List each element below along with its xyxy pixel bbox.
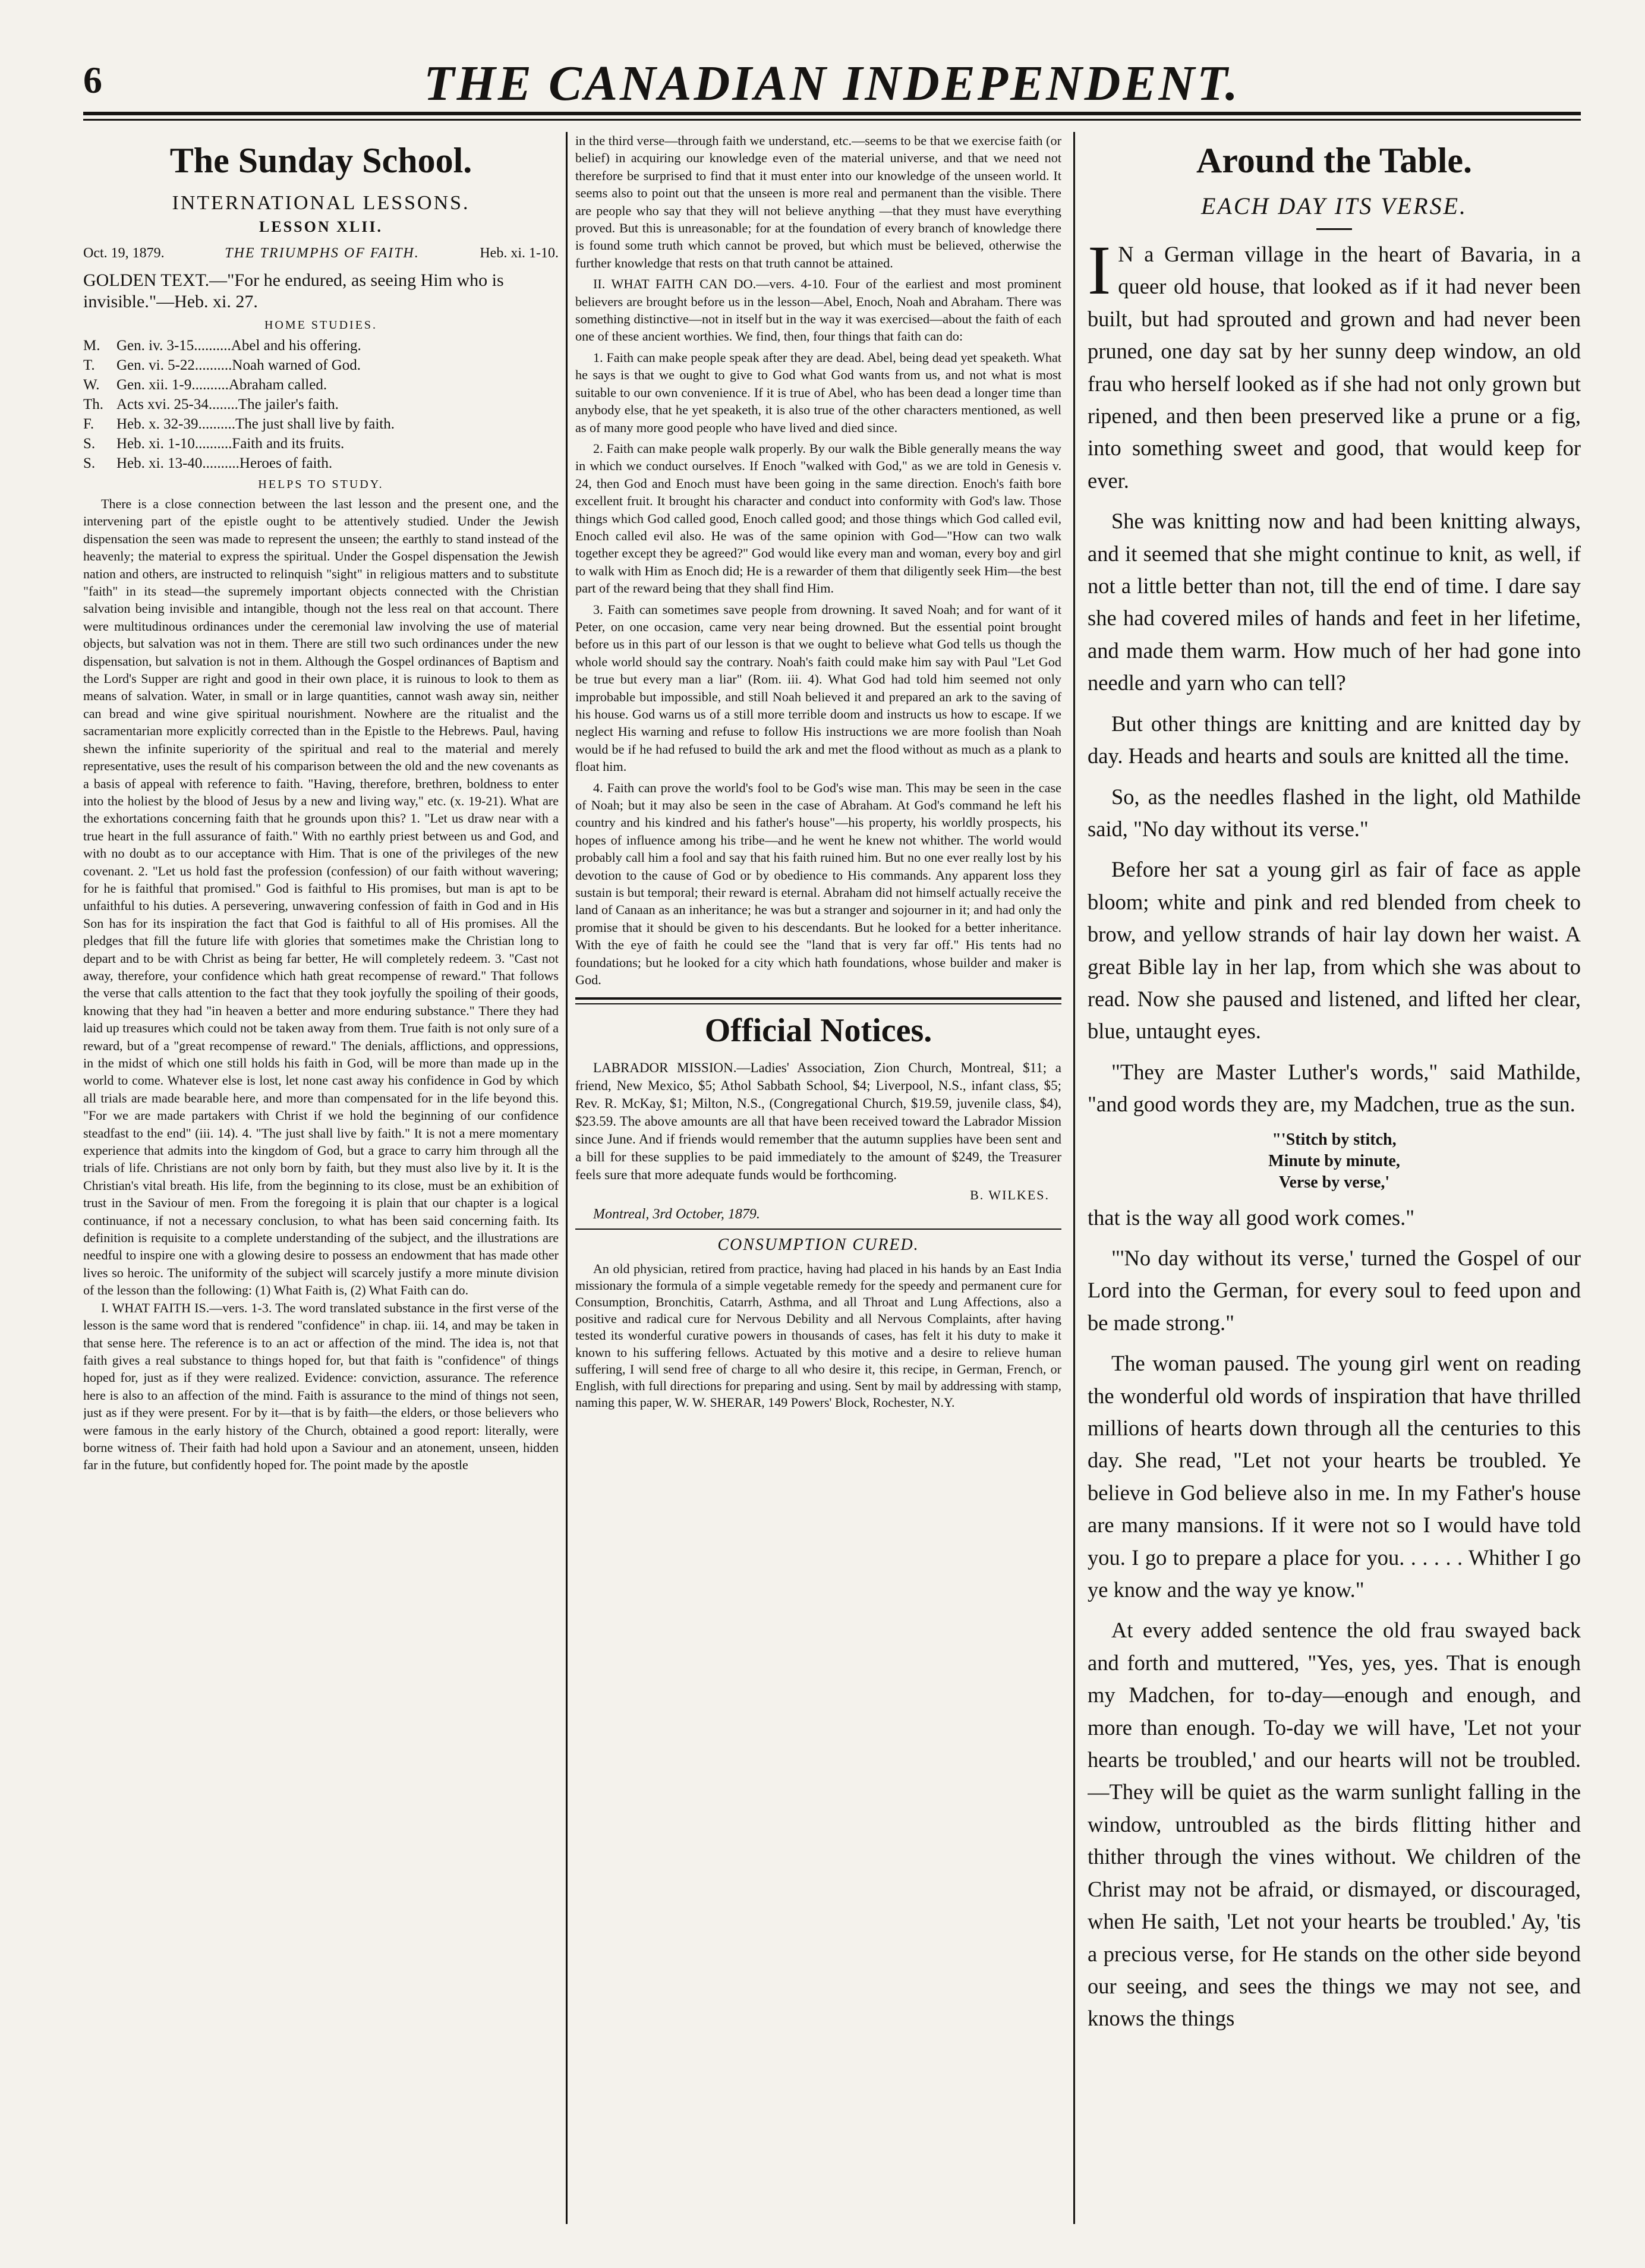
story-paragraph: So, as the needles flashed in the light, old Mathilde said, "No day without its verse."	[1088, 784, 1581, 841]
lesson-continued: II. WHAT FAITH CAN DO.—vers. 4-10. Four of the earliest and most prominent believers are brought before us in the lesson—Abel, Enoch, Noah and Abraham. There was something distinctive—not in itself but in the way it was exercised—about the faith of each one of these ancient worthies. We find, then, four things that faith can do:	[575, 276, 1061, 344]
advert-title: CONSUMPTION CURED.	[717, 1235, 919, 1254]
lesson-header	[83, 245, 559, 262]
column-divider	[566, 132, 568, 2224]
poem-line: Minute by minute,	[1268, 1151, 1400, 1170]
section-subtitle: INTERNATIONAL LESSONS.	[172, 192, 470, 214]
header-rule-thin	[83, 119, 1581, 121]
list-item: S. Heb. xi. 13-40..........Heroes of faith.	[83, 455, 333, 471]
poem-block	[1088, 1129, 1581, 1193]
page-number: 6	[83, 59, 102, 101]
story-paragraph: "'No day without its verse,' turned the Gospel of our Lord into the German, for every soul to feed upon and be made strong."	[1088, 1245, 1581, 1335]
helps-paragraph: I. WHAT FAITH IS.—vers. 1-3. The word translated substance in the first verse of the lesson is the same word that is rendered "confidence" in chap. iii. 14, and may be taken in that sense here. The reference is to an act or affection of the mind. The idea is, not that faith gives a real substance to things hoped for, but that faith is "confidence" of things hoped for, just as if they were realized. Evidence: conviction, assurance. The reference here is also to an affection of the mind. Faith is assurance to the mind of things not seen, just as if they were present. For by it—that is by faith—the elders, or those believers who were famous in the early history of the Church, obtained a good report: literally, were borne witness of. Their faith had hold upon a Saviour and an atonement, unseen, hidden far in the future, but confidently hoped for. The point made by the apostle	[83, 1300, 559, 1473]
lesson-continued: 3. Faith can sometimes save people from drowning. It saved Noah; and for want of it Peter, on one occasion, came very near being drowned. But the essential point brought before us in this part of our lesson is that we ought to believe what God tells us though the whole world should say the contrary. Noah's faith could make him say with Paul "Let God be true but every man a liar" (Rom. iii. 4). What God had told him seemed not only improbable but impossible, and still Noah believed it and prepared an ark to the saving of his house. God warns us of a still more terrible doom and instructs us how to escape. If we neglect His warning and refuse to follow His instructions we are more foolish than Noah would be if he had refused to build the ark and met the flood without as much as a plank to float him.	[575, 601, 1061, 774]
home-studies-heading: HOME STUDIES.	[264, 319, 378, 332]
section-rule-thin	[575, 1003, 1061, 1004]
list-item: T. Gen. vi. 5-22..........Noah warned of God.	[83, 357, 361, 373]
home-studies-list	[83, 336, 559, 473]
list-item: W. Gen. xii. 1-9..........Abraham called.	[83, 377, 327, 393]
section-rule-thin	[575, 1228, 1061, 1230]
section-rule	[575, 997, 1061, 1000]
advert-text: An old physician, retired from practice, having had placed in his hands by an East India missionary the formula of a simple vegetable remedy for the speedy and permanent cure for Consumption, Bronchitis, Catarrh, Asthma, and all Throat and Lung Affections, also a positive and radical cure for Nervous Debility and all Nervous Complaints, after having tested its wonderful curative powers in thousands of cases, has felt it his duty to make it known to his suffering fellows. Actuated by this motive and a desire to relieve human suffering, I will send free of charge to all who desire it, this recipe, in German, French, or English, with full directions for preparing and using. Sent by mail by addressing with stamp, naming this paper, W. W. SHERAR, 149 Powers' Block, Rochester, N.Y.	[575, 1261, 1061, 1410]
column-divider	[1073, 132, 1075, 2224]
story-paragraph: At every added sentence the old frau swayed back and forth and muttered, "Yes, yes, yes. That is enough my Madchen, for to-day—enough and enough, and more than enough. To-day we will have, 'Let not your hearts be troubled,' and our hearts will not be troubled. —They will be quiet as the warm sunlight falling in the window, untroubled as the birds flitting hither and thither through the vines without. We children of the Christ may not be afraid, or dismayed, or discouraged, when He saith, 'Let not your hearts be troubled.' Ay, 'tis a precious verse, for He stands on the other side beyond our seeing, and sees the things we may not see, and knows the things	[1088, 1618, 1581, 2031]
lesson-number: LESSON XLII.	[259, 218, 383, 235]
title-rule	[1316, 228, 1352, 230]
poem-line: Verse by verse,'	[1278, 1173, 1390, 1192]
notice-dateline: Montreal, 3rd October, 1879.	[593, 1206, 760, 1222]
header-rule	[83, 112, 1581, 115]
section-title: The Sunday School.	[169, 141, 472, 180]
poem-line: "'Stitch by stitch,	[1272, 1130, 1397, 1149]
section-title: Around the Table.	[1196, 141, 1473, 180]
list-item: F. Heb. x. 32-39..........The just shall live by faith.	[83, 416, 395, 432]
list-item: M. Gen. iv. 3-15..........Abel and his offering.	[83, 338, 361, 354]
lesson-continued: 1. Faith can make people speak after they are dead. Abel, being dead yet speaketh. What he says is that we ought to give to God what God wants from us, and not what is most suitable to our own convenience. If it is true of Abel, who has been dead a longer time than anybody else, that he yet speaketh, it is also true of the other characters mentioned, as well as of many more good people who have lived and died since.	[575, 349, 1061, 435]
story-paragraph: that is the way all good work comes."	[1088, 1205, 1415, 1230]
story-paragraph: I N a German village in the heart of Bavaria, in a queer old house, that looked as if it had never been built, but had sprouted and grown and had never been pruned, one day sat by her sunny deep window, an old frau who herself looked as if she had not only grown but ripened, and then been preserved like a prune or a fig, into something sweet and good, that would keep for ever.	[1088, 231, 1581, 493]
story-paragraph: The woman paused. The young girl went on reading the wonderful old words of inspiration that have thrilled millions of hearts down through all the centuries to this day. She read, "Let not your hearts be troubled. Ye believe in God believe also in me. In my Father's house are many mansions. If it were not so I would have told you. I go to prepare a place for you. . . . . . Whither I go ye know and the way ye know."	[1088, 1351, 1581, 1602]
story-paragraph: "They are Master Luther's words," said Mathilde, "and good words they are, my Madchen, true as the sun.	[1088, 1059, 1581, 1117]
column-sunday-school	[83, 132, 559, 2224]
drop-cap: I	[1088, 231, 1111, 309]
story-paragraph: But other things are knitting and are knitted day by day. Heads and hearts and souls are knitted all the time.	[1088, 711, 1581, 768]
list-item: Th. Acts xvi. 25-34........The jailer's faith.	[83, 396, 339, 412]
notice-signature: B. WILKES.	[970, 1187, 1050, 1202]
lesson-continued: 2. Faith can make people walk properly. By our walk the Bible generally means the way in which we conduct ourselves. If Enoch "walked with God," as we are told in Genesis v. 24, then God and Enoch must have been going in the same direction. Enoch's faith bore excellent fruit. It brought his character and conduct into conformity with God's law. Those things which God called good, Enoch called good; and those things which God called evil, Enoch called evil also. He was of the same opinion with God—"How can two walk together except they be agreed?" God would like every man and woman, every boy and girl to walk with Him as Enoch did; He is a rewarder of them that diligently seek Him—the best part of the reward being that they shall find Him.	[575, 440, 1061, 596]
helps-paragraph: There is a close connection between the last lesson and the present one, and the intervening part of the epistle ought to be attentively studied. Under the Jewish dispensation the seen was made to represent the unseen; the earthly to stand instead of the heavenly; the material to express the spiritual. Under the Gospel dispensation the Jewish nation and others, are instructed to relinquish "sight" in religious matters and to substitute "faith" in its stead—the supremely important objects connected with the Christian salvation being invisible and intangible, though not the less real on that account. There were multitudinous ordinances under the ceremonial law involving the use of material objects, but salvation was not in them. There are still two such ordinances under the new dispensation, but salvation is not in them. Although the Gospel ordinances of Baptism and the Lord's Supper are right and good in their own place, it is ruinous to look to them as means of salvation. Water, in small or in large quantities, cannot wash away sin, neither can bread and wine give spiritual nourishment. Nowhere are the ritualist and the sacramentarian more explicitly corrected than in the Epistle to the Hebrews. Paul, having shewn the infinite superiority of the spiritual and real to the material and merely representative, uses the result of his comparison between the old and the new covenants as a basis of appeal with reference to faith. "Having, therefore, brethren, boldness to enter into the holiest by the blood of Jesus by a new and living way," etc. (x. 19-21). What are the exhortations concerning faith that he grounds upon this? 1. "Let us draw near with a true heart in the full assurance of faith." With no earthly priest between us and God, and with no doubt as to our acceptance with Him. That is one of the privileges of the new covenant. 2. "Let us hold fast the profession (confession) of our faith without wavering; for he is faithful that promised." God is faithful to His promises, but man is apt to be unfaithful to his duties. A persevering, unwavering confession of faith in God and in His Son has for its inspiration the fact that God is faithful to all of His promises. All the pledges that fill the future life with glories that sometimes make the Christian long to depart and to be with Christ as being far better, He will completely redeem. 3. "Cast not away, therefore, your confidence which hath great recompense of reward." That follows the verse that calls attention to the fact that they took joyfully the spoiling of their goods, knowing that they had "in heaven a better and more enduring substance." There they had laid up treasures which could not be taken away from them. True faith is not only sure of a reward, but of a "great recompense of reward." The denials, afflictions, and oppressions, in the midst of which one still holds his faith in God, will be more than made up in the world to come. Whatever else is lost, let none cast away his confidence in God by which all trials are made bearable here, and more than compensated for in the life beyond this. "For we are made partakers with Christ if we hold the beginning of our confidence steadfast to the end" (iii. 14). 4. "The just shall live by faith." It is not a mere momentary experience that admits into the kingdom of God, but a grace to carry him through all the trials of life. Christians are not only born by faith, but they must also live by it. It is the Christian's vital breath. His life, from the beginning to its close, must be an exhibition of trust in the Saviour of men. From the foregoing it is plain that our chapter is a logical continuance, if not a necessary conclusion, to what has been said concerning faith. Its definition is requisite to a complete understanding of the subject, and the illustrations are needful to inspire one with a glowing desire to possess an endowment that has made other lives so heroic. The uniformity of the subject will scarcely justify a more minute division of the lesson than the following: (1) What Faith is, (2) What Faith can do.	[83, 496, 559, 1298]
story-paragraph: Before her sat a young girl as fair of face as apple bloom; white and pink and red blended from cheek to brow, and yellow strands of hair lay down her waist. A great Bible lay in her lap, from which she was about to read. Now she paused and listened, and lifted her clear, blue, untaught eyes.	[1088, 857, 1581, 1044]
lesson-reference: Heb. xi. 1-10.	[480, 245, 559, 261]
notices-title: Official Notices.	[704, 1012, 932, 1049]
story-title: EACH DAY ITS VERSE.	[1200, 193, 1468, 219]
lesson-title: THE TRIUMPHS OF FAITH.	[225, 245, 420, 261]
story-paragraph: She was knitting now and had been knitting always, and it seemed that she might continue to knit, as well, if not a little better than not, till the end of time. I dare say she had covered miles of hands and feet in her lifetime, and made them warm. How much of her had gone into needle and yarn who can tell?	[1088, 509, 1581, 695]
golden-text: GOLDEN TEXT.—"For he endured, as seeing Him who is invisible."—Heb. xi. 27.	[83, 270, 504, 311]
list-item: S. Heb. xi. 1-10..........Faith and its fruits.	[83, 436, 345, 452]
page-header	[83, 55, 1581, 111]
notice-labrador: LABRADOR MISSION.—Ladies' Association, Zion Church, Montreal, $11; a friend, New Mexico, $5; Athol Sabbath School, $4; Liverpool, N.S., infant class, $5; Rev. R. McKay, $1; Milton, N.S., (Congregational Church, $19.59, juvenile class, $4), $23.59. The above amounts are all that have been received toward the Labrador Mission since June. And if friends would remember that the autumn supplies have been sent and a bill for these supplies to be paid immediately to the amount of $249, the Treasurer feels sure that more adequate funds would be forthcoming.	[575, 1060, 1061, 1182]
paper-title: THE CANADIAN INDEPENDENT.	[424, 56, 1240, 111]
lesson-continued: in the third verse—through faith we understand, etc.—seems to be that we exercise faith (or belief) in acquiring our knowledge even of the material universe, and that we need not therefore be surprised to find that it must enter into our knowledge of the unseen world. It seems also to point out that the unseen is more real and permanent than the visible. There are people who say that they will not believe anything —that they must have everything proved. But this is unreasonable; for at the foundation of every branch of knowledge there is found some truth which cannot be proved, but which must be believed, otherwise the further knowledge that rests on that truth cannot be attained.	[575, 133, 1061, 270]
lesson-continued: 4. Faith can prove the world's fool to be God's wise man. This may be seen in the case of Noah; but it may also be seen in the case of Abraham. At God's command he left his country and his kindred and his father's house"—his property, his worldly prospects, his hopes of influence among his tribe—and he went he knew not whither. The world would probably call him a fool and say that his faith ruined him. But no one ever really lost by his devotion to the cause of God or by obedience to His commands. Any apparent loss they sustain is but temporal; their reward is eternal. Abraham did not himself actually receive the land of Canaan as an inheritance; he was but a stranger and sojourner in it; and had only the promise that it should be given to his descendants. But he looked for a better inheritance. With the eye of faith he could see the "land that is very far off." His tents had no foundations; but he looked for a city which hath foundations, whose builder and maker is God.	[575, 780, 1061, 988]
helps-heading: HELPS TO STUDY.	[258, 478, 384, 491]
lesson-date: Oct. 19, 1879.	[83, 245, 165, 261]
column-around-the-table	[1088, 132, 1581, 2224]
column-middle	[575, 132, 1061, 2224]
